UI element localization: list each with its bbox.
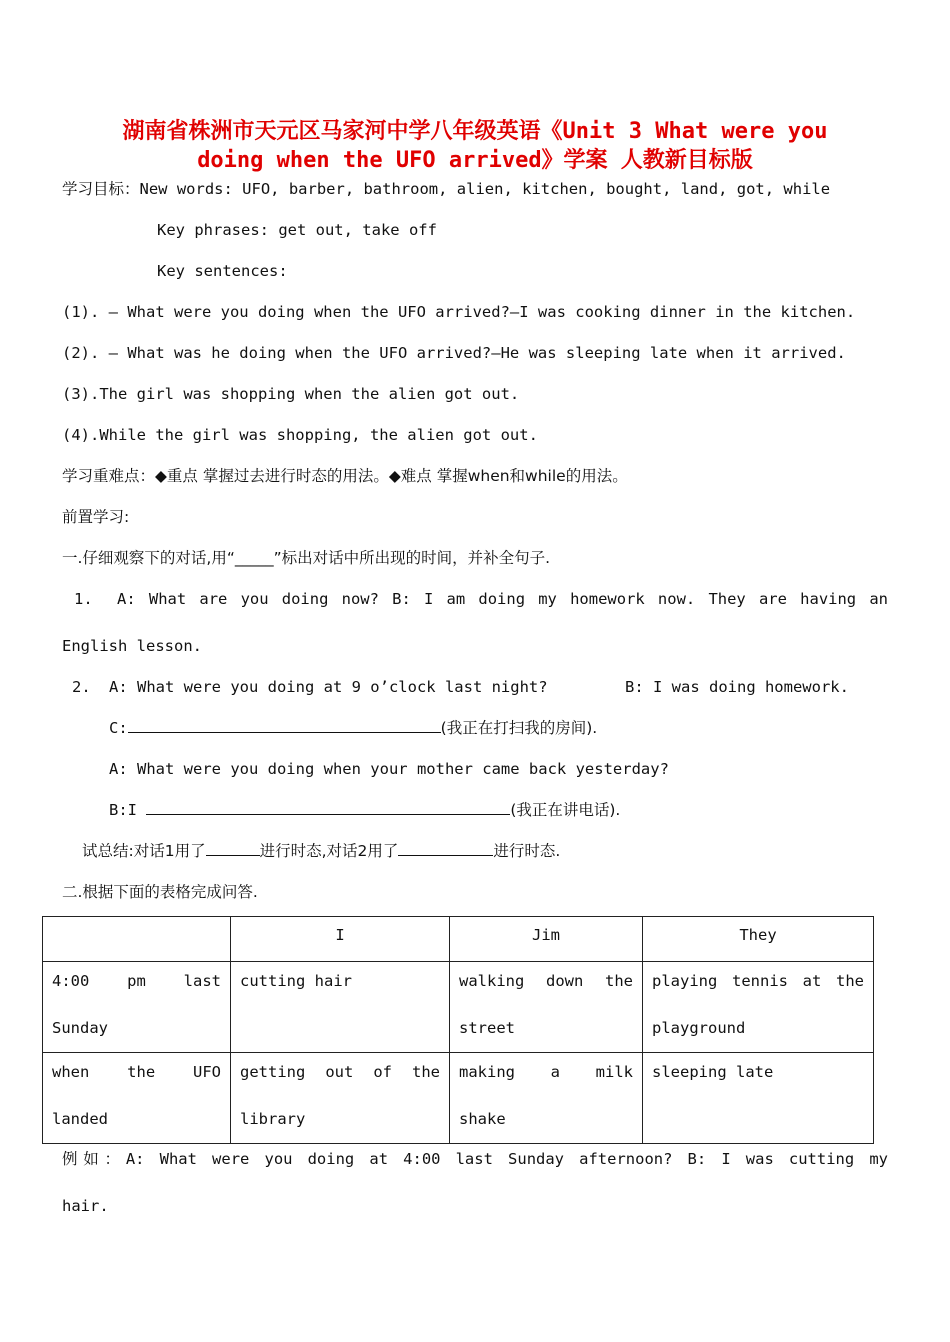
cell-text: cutting hair — [240, 972, 352, 990]
cell-text: playing tennis at the playground — [652, 972, 864, 1037]
table-cell — [43, 1053, 231, 1144]
key-phrases: Key phrases: get out, take off — [157, 221, 437, 239]
table-header-cell: I — [231, 917, 450, 962]
key-sentences-label: Key sentences: — [157, 262, 288, 280]
table-cell — [450, 1053, 643, 1144]
cell-text: making a milk shake — [459, 1063, 633, 1128]
dialogue-2-b2-hint: (我正在讲电话). — [510, 801, 621, 819]
cell-text: when the UFO landed — [52, 1063, 221, 1128]
table-cell — [450, 962, 643, 1053]
part1-instruction: 一.仔细观察下的对话,用“_____”标出对话中所出现的时间，并补全句子. — [62, 549, 551, 567]
summary-suffix: 进行时态. — [493, 842, 561, 860]
objectives-row — [62, 179, 830, 199]
table-row — [43, 1053, 874, 1144]
new-words: New words: UFO, barber, bathroom, alien, kitchen, bought, land, got, while — [139, 180, 831, 198]
key-sentence-1: (1). — What were you doing when the UFO arrived?—I was cooking dinner in the kitchen. — [62, 303, 856, 321]
table-cell — [43, 962, 231, 1053]
dialogue-1-line-1: A: What are you doing now? B: I am doing my homework now. They are having an — [117, 590, 888, 608]
cell-text: walking down the street — [459, 972, 633, 1037]
preview-heading: 前置学习: — [62, 508, 130, 526]
cell-text: 4:00 pm last Sunday — [52, 972, 221, 1037]
table-header-cell — [43, 917, 231, 962]
example-line-1: 例如：A: What were you doing at 4:00 last Sunday afternoon? B: I was cutting my — [62, 1150, 888, 1168]
table-cell — [643, 962, 874, 1053]
answer-blank-b[interactable] — [146, 800, 510, 815]
table-cell — [231, 1053, 450, 1144]
summary-row — [82, 841, 560, 861]
table-header-cell: They — [643, 917, 874, 962]
dialogue-1-number: 1. — [74, 590, 93, 608]
table-row — [43, 962, 874, 1053]
table-header-row — [43, 917, 874, 962]
dialogue-2-c-row — [109, 718, 597, 738]
key-sentence-4: (4).While the girl was shopping, the alien got out. — [62, 426, 538, 444]
document-title-line-2: doing when the UFO arrived》学案 人教新目标版 — [197, 148, 753, 173]
dialogue-2-c-prefix: C: — [109, 719, 128, 737]
summary-blank-1[interactable] — [206, 841, 260, 856]
answer-blank-c[interactable] — [128, 718, 441, 733]
dialogue-2-a: A: What were you doing at 9 o’clock last night? — [109, 678, 548, 696]
dialogue-1-line-2: English lesson. — [62, 637, 202, 655]
dialogue-2-b2-prefix: B:I — [109, 801, 147, 819]
summary-prefix: 试总结:对话1用了 — [82, 842, 206, 860]
dialogue-2-b2-row — [109, 800, 620, 820]
dialogue-2-c-hint: (我正在打扫我的房间). — [440, 719, 598, 737]
dialogue-2-b: B: I was doing homework. — [625, 678, 849, 696]
table-cell — [231, 962, 450, 1053]
example-line-2: hair. — [62, 1197, 109, 1215]
objectives-label: 学习目标： — [62, 180, 140, 198]
table-header-cell: Jim — [450, 917, 643, 962]
cell-text: getting out of the library — [240, 1063, 440, 1128]
part2-instruction: 二.根据下面的表格完成问答. — [62, 883, 258, 901]
document-title-line-1: 湖南省株洲市天元区马家河中学八年级英语《Unit 3 What were you — [122, 119, 828, 144]
cell-text: sleeping late — [652, 1063, 774, 1081]
key-sentence-2: (2). — What was he doing when the UFO arrived?—He was sleeping late when it arrived. — [62, 344, 846, 362]
focus-points: 学习重难点：◆重点 掌握过去进行时态的用法。◆难点 掌握when和while的用法。 — [62, 467, 628, 485]
dialogue-2-number: 2. — [72, 678, 91, 696]
summary-mid: 进行时态,对话2用了 — [259, 842, 399, 860]
summary-blank-2[interactable] — [398, 841, 493, 856]
dialogue-2-a2: A: What were you doing when your mother came back yesterday? — [109, 760, 669, 778]
table-cell — [643, 1053, 874, 1144]
key-sentence-3: (3).The girl was shopping when the alien got out. — [62, 385, 520, 403]
activity-table — [42, 916, 874, 1144]
